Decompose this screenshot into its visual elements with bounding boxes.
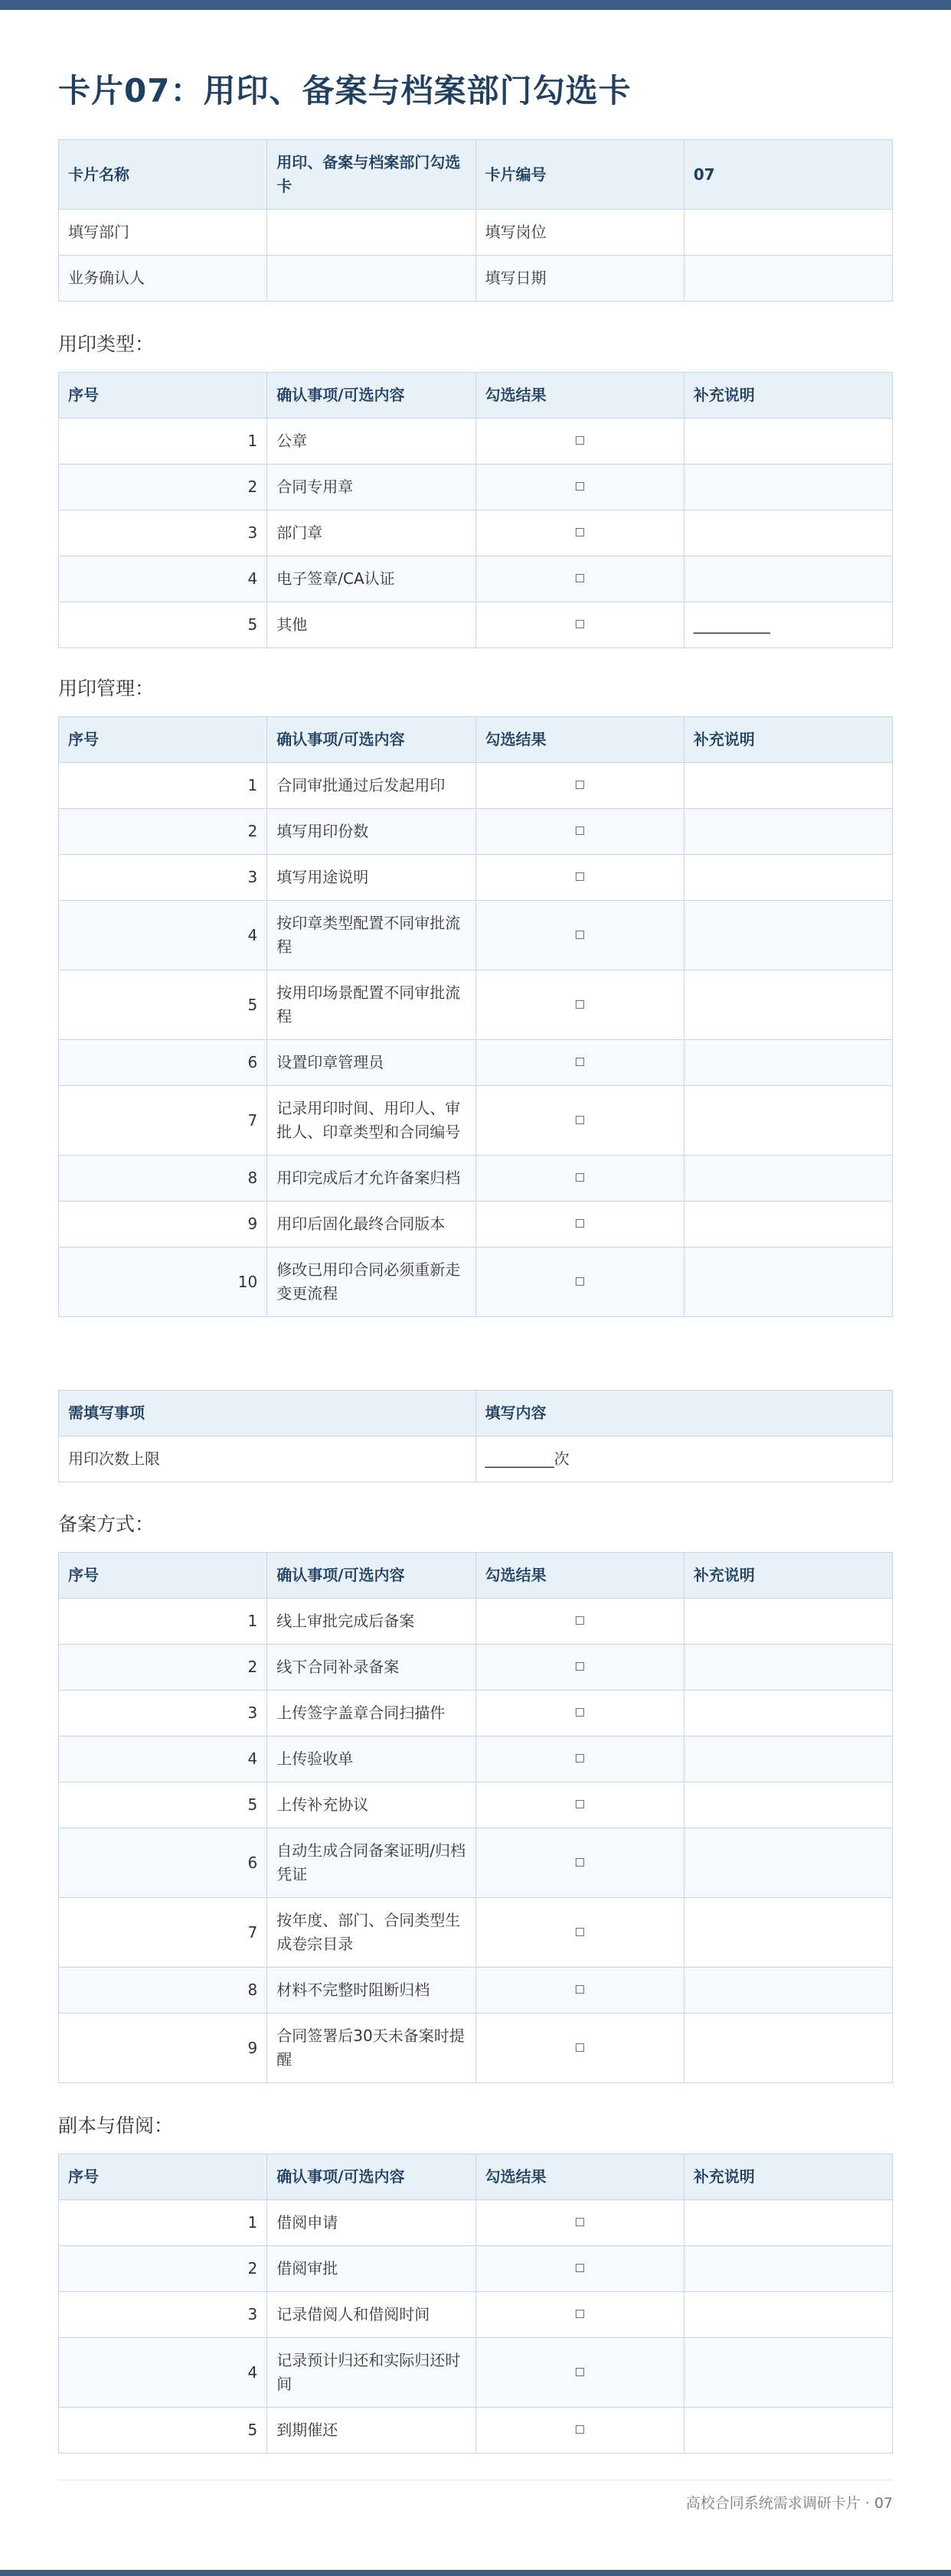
row-item: 线下合同补录备案 (267, 1645, 476, 1691)
row-note-field[interactable] (684, 2200, 892, 2246)
fill-header-row (59, 1391, 893, 1436)
col-header-item: 确认事项/可选内容 (267, 2154, 476, 2200)
row-seq: 4 (59, 901, 267, 970)
seal-mgmt-table (58, 716, 893, 1317)
row-note-field[interactable] (684, 1968, 892, 2014)
checkbox[interactable]: ☐ (476, 1086, 684, 1156)
checkbox[interactable]: ☐ (476, 1202, 684, 1247)
row-seq: 4 (59, 2338, 267, 2408)
checkbox[interactable]: ☐ (476, 2408, 684, 2454)
checkbox[interactable]: ☐ (476, 1247, 684, 1317)
col-header-result: 勾选结果 (476, 373, 684, 419)
table-row (59, 1736, 893, 1782)
row-item: 其他 (267, 602, 476, 648)
card-no-value: 07 (684, 140, 892, 210)
checkbox[interactable]: ☐ (476, 1691, 684, 1736)
checkbox[interactable]: ☐ (476, 1040, 684, 1086)
row-seq: 9 (59, 1202, 267, 1247)
table-row (59, 2014, 893, 2083)
table-header-row (59, 717, 893, 763)
col-header-note: 补充说明 (684, 717, 892, 763)
page-title: 卡片07：用印、备案与档案部门勾选卡 (58, 72, 632, 109)
dept-label: 填写部门 (59, 210, 267, 256)
checkbox[interactable]: ☐ (476, 855, 684, 901)
fill-item-label: 用印次数上限 (59, 1436, 476, 1482)
row-seq: 6 (59, 1040, 267, 1086)
checkbox[interactable]: ☐ (476, 970, 684, 1040)
row-item: 用印完成后才允许备案归档 (267, 1156, 476, 1202)
row-note-field[interactable]: __________ (684, 602, 892, 648)
col-header-item: 确认事项/可选内容 (267, 717, 476, 763)
row-item: 上传签字盖章合同扫描件 (267, 1691, 476, 1736)
checkbox[interactable]: ☐ (476, 2200, 684, 2246)
table-header-row (59, 373, 893, 419)
filing-table (58, 1552, 893, 2083)
bottom-accent-bar (0, 2570, 951, 2576)
checkbox[interactable]: ☐ (476, 763, 684, 809)
row-seq: 4 (59, 1736, 267, 1782)
row-item: 部门章 (267, 510, 476, 556)
checkbox[interactable]: ☐ (476, 465, 684, 510)
row-seq: 5 (59, 970, 267, 1040)
table-row (59, 1898, 893, 1968)
checkbox[interactable]: ☐ (476, 556, 684, 602)
row-item: 合同专用章 (267, 465, 476, 510)
row-item: 设置印章管理员 (267, 1040, 476, 1086)
row-seq: 3 (59, 2292, 267, 2338)
checkbox[interactable]: ☐ (476, 2292, 684, 2338)
info-row-card (59, 140, 893, 210)
table-row (59, 1645, 893, 1691)
row-note-field[interactable] (684, 1247, 892, 1317)
card-name-value: 用印、备案与档案部门勾选卡 (267, 140, 476, 210)
row-note-field[interactable] (684, 556, 892, 602)
table-row (59, 2292, 893, 2338)
col-header-seq: 序号 (59, 717, 267, 763)
date-field[interactable] (684, 256, 892, 302)
row-seq: 2 (59, 809, 267, 855)
table-row (59, 1968, 893, 2014)
table-row (59, 1040, 893, 1086)
row-seq: 10 (59, 1247, 267, 1317)
row-note-field[interactable] (684, 1736, 892, 1782)
card-name-label: 卡片名称 (59, 140, 267, 210)
table-row (59, 2408, 893, 2454)
section-title-seal-mgmt: 用印管理： (58, 677, 155, 699)
row-note-field[interactable] (684, 465, 892, 510)
row-note-field[interactable] (684, 1202, 892, 1247)
checkbox[interactable]: ☐ (476, 510, 684, 556)
info-row-dept (59, 210, 893, 256)
info-row-confirm (59, 256, 893, 302)
row-seq: 4 (59, 556, 267, 602)
row-item: 记录借阅人和借阅时间 (267, 2292, 476, 2338)
row-item: 合同审批通过后发起用印 (267, 763, 476, 809)
section-title-borrow: 副本与借阅： (58, 2115, 174, 2137)
row-seq: 1 (59, 1599, 267, 1645)
row-note-field[interactable] (684, 2246, 892, 2292)
row-seq: 7 (59, 1086, 267, 1156)
checkbox[interactable]: ☐ (476, 2014, 684, 2083)
checkbox[interactable]: ☐ (476, 1645, 684, 1691)
row-seq: 7 (59, 1898, 267, 1968)
dept-field[interactable] (267, 210, 476, 256)
checkbox[interactable]: ☐ (476, 1828, 684, 1898)
top-accent-bar (0, 0, 951, 10)
table-row (59, 419, 893, 465)
table-row (59, 510, 893, 556)
row-seq: 6 (59, 1828, 267, 1898)
row-seq: 9 (59, 2014, 267, 2083)
col-header-seq: 序号 (59, 2154, 267, 2200)
row-item: 上传验收单 (267, 1736, 476, 1782)
row-item: 线上审批完成后备案 (267, 1599, 476, 1645)
col-header-seq: 序号 (59, 373, 267, 419)
row-note-field[interactable] (684, 1645, 892, 1691)
row-note-field[interactable] (684, 809, 892, 855)
row-seq: 2 (59, 465, 267, 510)
info-table (58, 139, 893, 302)
row-seq: 1 (59, 2200, 267, 2246)
col-header-result: 勾选结果 (476, 717, 684, 763)
checkbox[interactable]: ☐ (476, 2246, 684, 2292)
section-title-filing: 备案方式： (58, 1513, 155, 1535)
checkbox[interactable]: ☐ (476, 1898, 684, 1968)
row-seq: 3 (59, 855, 267, 901)
section-title-seal-type: 用印类型： (58, 333, 155, 355)
row-item: 按印章类型配置不同审批流程 (267, 901, 476, 970)
row-item: 按用印场景配置不同审批流程 (267, 970, 476, 1040)
row-note-field[interactable] (684, 2014, 892, 2083)
row-seq: 1 (59, 419, 267, 465)
row-item: 公章 (267, 419, 476, 465)
checkbox[interactable]: ☐ (476, 602, 684, 648)
checkbox[interactable]: ☐ (476, 901, 684, 970)
row-item: 按年度、部门、合同类型生成卷宗目录 (267, 1898, 476, 1968)
row-note-field[interactable] (684, 1828, 892, 1898)
card-no-label: 卡片编号 (476, 140, 684, 210)
row-note-field[interactable] (684, 419, 892, 465)
table-row (59, 2338, 893, 2408)
confirmer-field[interactable] (267, 256, 476, 302)
row-note-field[interactable] (684, 1040, 892, 1086)
row-note-field[interactable] (684, 1156, 892, 1202)
row-item: 合同签署后30天未备案时提醒 (267, 2014, 476, 2083)
row-note-field[interactable] (684, 1898, 892, 1968)
table-row (59, 1782, 893, 1828)
row-seq: 2 (59, 1645, 267, 1691)
table-row (59, 809, 893, 855)
page-footer: 高校合同系统需求调研卡片 · 07 (685, 2495, 893, 2512)
row-seq: 5 (59, 1782, 267, 1828)
table-header-row (59, 1553, 893, 1599)
table-row (59, 1247, 893, 1317)
table-row (59, 1202, 893, 1247)
fill-col-content: 填写内容 (476, 1391, 893, 1436)
row-item: 填写用途说明 (267, 855, 476, 901)
table-row (59, 1828, 893, 1898)
row-seq: 2 (59, 2246, 267, 2292)
table-row (59, 602, 893, 648)
row-item: 电子签章/CA认证 (267, 556, 476, 602)
seal-type-table (58, 372, 893, 648)
table-row (59, 1599, 893, 1645)
row-seq: 5 (59, 2408, 267, 2454)
row-item: 自动生成合同备案证明/归档凭证 (267, 1828, 476, 1898)
row-item: 借阅申请 (267, 2200, 476, 2246)
row-item: 记录预计归还和实际归还时间 (267, 2338, 476, 2408)
row-note-field[interactable] (684, 2408, 892, 2454)
col-header-note: 补充说明 (684, 2154, 892, 2200)
row-note-field[interactable] (684, 2338, 892, 2408)
checkbox[interactable]: ☐ (476, 1782, 684, 1828)
table-row (59, 2200, 893, 2246)
table-row (59, 2246, 893, 2292)
post-field[interactable] (684, 210, 892, 256)
col-header-item: 确认事项/可选内容 (267, 373, 476, 419)
row-seq: 1 (59, 763, 267, 809)
row-seq: 3 (59, 1691, 267, 1736)
table-row (59, 855, 893, 901)
row-note-field[interactable] (684, 763, 892, 809)
row-item: 上传补充协议 (267, 1782, 476, 1828)
row-note-field[interactable] (684, 1691, 892, 1736)
col-header-result: 勾选结果 (476, 1553, 684, 1599)
table-row (59, 763, 893, 809)
table-row (59, 901, 893, 970)
checkbox[interactable]: ☐ (476, 1736, 684, 1782)
row-seq: 5 (59, 602, 267, 648)
checkbox[interactable]: ☐ (476, 1156, 684, 1202)
checkbox[interactable]: ☐ (476, 809, 684, 855)
col-header-note: 补充说明 (684, 373, 892, 419)
confirmer-label: 业务确认人 (59, 256, 267, 302)
row-note-field[interactable] (684, 2292, 892, 2338)
table-row (59, 1156, 893, 1202)
row-item: 到期催还 (267, 2408, 476, 2454)
row-item: 材料不完整时阻断归档 (267, 1968, 476, 2014)
row-note-field[interactable] (684, 1782, 892, 1828)
row-note-field[interactable] (684, 510, 892, 556)
checkbox[interactable]: ☐ (476, 1599, 684, 1645)
col-header-seq: 序号 (59, 1553, 267, 1599)
col-header-item: 确认事项/可选内容 (267, 1553, 476, 1599)
table-row (59, 465, 893, 510)
table-row (59, 556, 893, 602)
row-note-field[interactable] (684, 901, 892, 970)
col-header-result: 勾选结果 (476, 2154, 684, 2200)
row-seq: 8 (59, 1968, 267, 2014)
date-label: 填写日期 (476, 256, 684, 302)
row-seq: 3 (59, 510, 267, 556)
table-row (59, 1086, 893, 1156)
fill-table (58, 1390, 893, 1482)
row-item: 用印后固化最终合同版本 (267, 1202, 476, 1247)
table-row (59, 1691, 893, 1736)
row-item: 借阅审批 (267, 2246, 476, 2292)
row-item: 修改已用印合同必须重新走变更流程 (267, 1247, 476, 1317)
fill-col-item: 需填写事项 (59, 1391, 476, 1436)
row-note-field[interactable] (684, 1599, 892, 1645)
row-note-field[interactable] (684, 1086, 892, 1156)
row-item: 填写用印份数 (267, 809, 476, 855)
fill-row (59, 1436, 893, 1482)
checkbox[interactable]: ☐ (476, 419, 684, 465)
row-note-field[interactable] (684, 970, 892, 1040)
col-header-note: 补充说明 (684, 1553, 892, 1599)
post-label: 填写岗位 (476, 210, 684, 256)
checkbox[interactable]: ☐ (476, 2338, 684, 2408)
row-note-field[interactable] (684, 855, 892, 901)
row-seq: 8 (59, 1156, 267, 1202)
table-row (59, 970, 893, 1040)
checkbox[interactable]: ☐ (476, 1968, 684, 2014)
borrow-table (58, 2154, 893, 2454)
table-header-row (59, 2154, 893, 2200)
row-item: 记录用印时间、用印人、审批人、印章类型和合同编号 (267, 1086, 476, 1156)
seal-count-limit-field[interactable]: _________次 (476, 1436, 893, 1482)
